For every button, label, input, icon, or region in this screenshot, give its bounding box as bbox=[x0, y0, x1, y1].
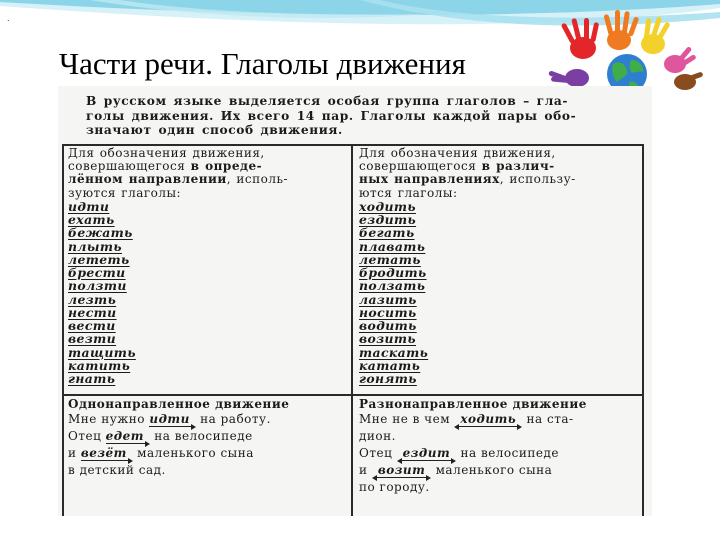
multidirectional-column bbox=[359, 147, 641, 385]
verb-item: вести bbox=[68, 318, 116, 334]
slide-title: Части речи. Глаголы движения bbox=[59, 46, 466, 81]
column-heading-line: совершающегося в различ- bbox=[359, 159, 555, 174]
arrow-verb: везёт bbox=[81, 445, 133, 462]
intro-paragraph bbox=[86, 94, 646, 138]
verb-item: летать bbox=[359, 251, 421, 267]
example-line: Мне нужно идти на работу. bbox=[68, 412, 271, 426]
unidirectional-example bbox=[68, 398, 348, 479]
hand-red-icon bbox=[561, 18, 600, 59]
hand-yellow-icon bbox=[641, 16, 671, 54]
example-heading: Однонаправленное движение bbox=[68, 397, 290, 411]
verb-item: носить bbox=[359, 304, 417, 320]
table-border-left bbox=[62, 144, 64, 516]
verb-item: гнать bbox=[68, 371, 116, 387]
example-line: и возит маленького сына bbox=[359, 462, 643, 479]
corner-mark: . bbox=[7, 13, 10, 23]
verb-item: бродить bbox=[359, 265, 427, 281]
column-heading-line: Для обозначения движения, bbox=[68, 146, 265, 160]
verb-item: ходить bbox=[359, 198, 416, 214]
hand-purple-icon bbox=[548, 69, 589, 87]
example-line: Мне не в чем ходить на ста- bbox=[359, 411, 643, 428]
unidirectional-verb-list bbox=[68, 200, 348, 386]
double-arrow-verb: ходить bbox=[454, 411, 522, 428]
verb-item: ползать bbox=[359, 278, 426, 294]
verb-item: лететь bbox=[68, 251, 130, 267]
verb-item: идти bbox=[68, 198, 110, 214]
hands-globe-logo bbox=[545, 8, 710, 92]
verb-item: плавать bbox=[359, 238, 426, 254]
verb-item: бежать bbox=[68, 225, 133, 241]
double-arrow-verb: ездит bbox=[397, 445, 457, 462]
example-line: дион. bbox=[359, 429, 396, 443]
double-arrow-verb: возит bbox=[372, 462, 431, 479]
column-heading-line: совершающегося в опреде- bbox=[68, 159, 263, 174]
verb-item: возить bbox=[359, 331, 417, 347]
verb-item: ползти bbox=[68, 278, 127, 294]
verb-item: лезть bbox=[68, 291, 117, 307]
verb-item: брести bbox=[68, 265, 126, 281]
verb-item: ездить bbox=[359, 212, 417, 228]
verb-item: ехать bbox=[68, 212, 115, 228]
arrow-verb: едет bbox=[106, 428, 150, 445]
verb-item: катить bbox=[68, 357, 131, 373]
example-line: по городу. bbox=[359, 480, 430, 494]
verb-item: катать bbox=[359, 357, 421, 373]
verb-item: бегать bbox=[359, 225, 415, 241]
hand-orange-icon bbox=[603, 10, 639, 50]
column-heading-line: Для обозначения движения, bbox=[359, 146, 556, 160]
multidirectional-example bbox=[359, 398, 643, 496]
example-line: в детский сад. bbox=[68, 463, 166, 477]
column-heading-line: ных направлениях, использу- bbox=[359, 172, 576, 187]
example-heading: Разнонаправленное движение bbox=[359, 397, 587, 411]
intro-line: значают один способ движения. bbox=[86, 123, 343, 137]
table-border-middle bbox=[62, 394, 644, 396]
intro-line: В русском языке выделяется особая группа глаголов – гла- bbox=[86, 94, 569, 108]
example-line: Отец ездит на велосипеде bbox=[359, 445, 643, 462]
hand-brown-icon bbox=[674, 71, 704, 90]
verb-item: плыть bbox=[68, 238, 122, 254]
column-heading-line: зуются глаголы: bbox=[68, 185, 182, 200]
verb-item: нести bbox=[68, 304, 117, 320]
textbook-scan bbox=[58, 86, 652, 516]
verb-item: везти bbox=[68, 331, 117, 347]
example-line: Отец едет на велосипеде bbox=[68, 429, 253, 443]
column-heading-line: лённом направлении, исполь- bbox=[68, 172, 289, 187]
verb-item: лазить bbox=[359, 291, 417, 307]
multidirectional-verb-list bbox=[359, 200, 641, 386]
verb-item: таскать bbox=[359, 344, 429, 360]
example-line: и везёт маленького сына bbox=[68, 446, 254, 460]
verb-item: гонять bbox=[359, 371, 417, 387]
verbs-of-motion-table bbox=[62, 144, 644, 516]
unidirectional-column bbox=[68, 147, 348, 385]
verb-item: тащить bbox=[68, 344, 136, 360]
verb-item: водить bbox=[359, 318, 417, 334]
column-heading-line: ются глаголы: bbox=[359, 185, 458, 200]
intro-line: голы движения. Их всего 14 пар. Глаголы каждой пары обо- bbox=[86, 108, 577, 123]
arrow-verb: идти bbox=[149, 411, 196, 428]
hand-pink-icon bbox=[664, 46, 697, 73]
table-border-center bbox=[351, 144, 353, 516]
